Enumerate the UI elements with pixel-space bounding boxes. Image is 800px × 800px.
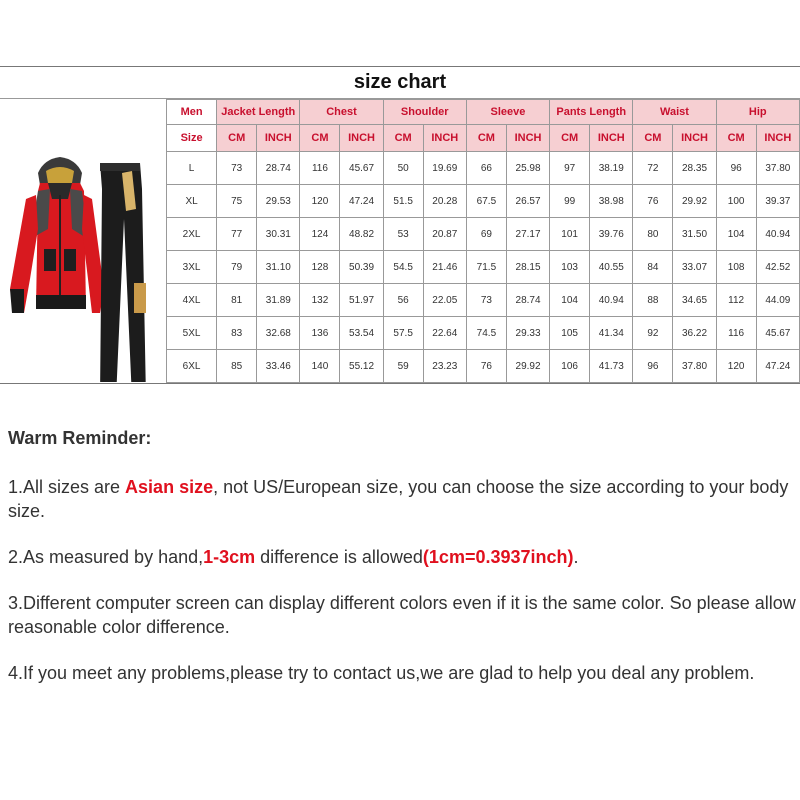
value-cell: 38.98	[590, 185, 633, 218]
value-cell: 51.97	[340, 284, 383, 317]
value-cell: 73	[217, 152, 257, 185]
value-cell: 106	[550, 350, 590, 383]
value-cell: 75	[217, 185, 257, 218]
value-cell: 29.33	[506, 317, 549, 350]
value-cell: 96	[716, 152, 756, 185]
value-cell: 41.34	[590, 317, 633, 350]
value-cell: 32.68	[257, 317, 300, 350]
value-cell: 31.10	[257, 251, 300, 284]
value-cell: 29.92	[673, 185, 716, 218]
size-cell: XL	[167, 185, 217, 218]
value-cell: 47.24	[756, 350, 799, 383]
unit-inch: INCH	[756, 125, 799, 152]
unit-cm: CM	[383, 125, 423, 152]
value-cell: 40.94	[756, 218, 799, 251]
value-cell: 76	[633, 185, 673, 218]
value-cell: 84	[633, 251, 673, 284]
value-cell: 136	[300, 317, 340, 350]
value-cell: 38.19	[590, 152, 633, 185]
value-cell: 120	[716, 350, 756, 383]
reminder-1-text-a: 1.All sizes are	[8, 477, 126, 497]
value-cell: 25.98	[506, 152, 549, 185]
value-cell: 105	[550, 317, 590, 350]
value-cell: 48.82	[340, 218, 383, 251]
header-group: Shoulder	[383, 100, 466, 125]
reminder-2-highlight-2: (1cm=0.3937inch)	[422, 547, 574, 567]
value-cell: 29.92	[506, 350, 549, 383]
value-cell: 40.55	[590, 251, 633, 284]
value-cell: 22.64	[423, 317, 466, 350]
value-cell: 37.80	[756, 152, 799, 185]
value-cell: 72	[633, 152, 673, 185]
value-cell: 26.57	[506, 185, 549, 218]
table-header-row	[167, 100, 800, 125]
value-cell: 101	[550, 218, 590, 251]
value-cell: 28.15	[506, 251, 549, 284]
value-cell: 99	[550, 185, 590, 218]
value-cell: 92	[633, 317, 673, 350]
table-row	[167, 185, 800, 218]
unit-inch: INCH	[257, 125, 300, 152]
value-cell: 124	[300, 218, 340, 251]
value-cell: 39.76	[590, 218, 633, 251]
header-group: Jacket Length	[217, 100, 300, 125]
unit-cm: CM	[466, 125, 506, 152]
table-row	[167, 284, 800, 317]
value-cell: 40.94	[590, 284, 633, 317]
table-unit-row	[167, 125, 800, 152]
unit-cm: CM	[300, 125, 340, 152]
value-cell: 79	[217, 251, 257, 284]
value-cell: 44.09	[756, 284, 799, 317]
reminder-item-3: 3.Different computer screen can display different colors even if it is the same color. So please allow reasonable color difference.	[8, 593, 796, 637]
unit-inch: INCH	[590, 125, 633, 152]
value-cell: 53.54	[340, 317, 383, 350]
value-cell: 27.17	[506, 218, 549, 251]
unit-inch: INCH	[340, 125, 383, 152]
header-men: Men	[167, 100, 217, 125]
value-cell: 96	[633, 350, 673, 383]
value-cell: 31.89	[257, 284, 300, 317]
chart-title: size chart	[0, 66, 800, 99]
table-row	[167, 218, 800, 251]
reminder-2-highlight-1: 1-3cm	[203, 547, 256, 567]
value-cell: 37.80	[673, 350, 716, 383]
header-group: Pants Length	[550, 100, 633, 125]
value-cell: 100	[716, 185, 756, 218]
value-cell: 54.5	[383, 251, 423, 284]
value-cell: 30.31	[257, 218, 300, 251]
value-cell: 140	[300, 350, 340, 383]
value-cell: 128	[300, 251, 340, 284]
value-cell: 22.05	[423, 284, 466, 317]
value-cell: 97	[550, 152, 590, 185]
value-cell: 104	[550, 284, 590, 317]
header-group: Chest	[300, 100, 383, 125]
value-cell: 112	[716, 284, 756, 317]
reminder-2-text-a: 2.As measured by hand,	[8, 547, 204, 567]
value-cell: 73	[466, 284, 506, 317]
size-cell: 3XL	[167, 251, 217, 284]
value-cell: 20.28	[423, 185, 466, 218]
value-cell: 31.50	[673, 218, 716, 251]
table-row	[167, 251, 800, 284]
reminder-1-text-b: , not US/European size, you can choose the size according to your body size.	[8, 477, 789, 521]
value-cell: 50	[383, 152, 423, 185]
reminder-item-1	[8, 475, 798, 523]
value-cell: 41.73	[590, 350, 633, 383]
value-cell: 88	[633, 284, 673, 317]
value-cell: 56	[383, 284, 423, 317]
value-cell: 19.69	[423, 152, 466, 185]
value-cell: 23.23	[423, 350, 466, 383]
unit-cm: CM	[217, 125, 257, 152]
value-cell: 66	[466, 152, 506, 185]
reminder-2-text-c: .	[573, 547, 579, 567]
value-cell: 83	[217, 317, 257, 350]
value-cell: 45.67	[340, 152, 383, 185]
value-cell: 28.35	[673, 152, 716, 185]
unit-cm: CM	[550, 125, 590, 152]
value-cell: 45.67	[756, 317, 799, 350]
value-cell: 71.5	[466, 251, 506, 284]
size-table	[166, 99, 800, 383]
header-group: Sleeve	[466, 100, 549, 125]
value-cell: 28.74	[257, 152, 300, 185]
header-group: Waist	[633, 100, 716, 125]
size-cell: L	[167, 152, 217, 185]
value-cell: 116	[716, 317, 756, 350]
unit-cm: CM	[716, 125, 756, 152]
header-size: Size	[167, 125, 217, 152]
size-cell: 6XL	[167, 350, 217, 383]
value-cell: 77	[217, 218, 257, 251]
reminder-item-2	[8, 545, 798, 569]
reminder-1-highlight: Asian size	[125, 477, 214, 497]
warm-reminder	[8, 428, 798, 707]
unit-inch: INCH	[423, 125, 466, 152]
value-cell: 120	[300, 185, 340, 218]
value-cell: 47.24	[340, 185, 383, 218]
value-cell: 67.5	[466, 185, 506, 218]
value-cell: 29.53	[257, 185, 300, 218]
value-cell: 33.46	[257, 350, 300, 383]
value-cell: 33.07	[673, 251, 716, 284]
table-row	[167, 317, 800, 350]
value-cell: 51.5	[383, 185, 423, 218]
value-cell: 76	[466, 350, 506, 383]
value-cell: 69	[466, 218, 506, 251]
unit-cm: CM	[633, 125, 673, 152]
value-cell: 20.87	[423, 218, 466, 251]
value-cell: 59	[383, 350, 423, 383]
value-cell: 36.22	[673, 317, 716, 350]
value-cell: 53	[383, 218, 423, 251]
jacket-and-pants-image	[0, 99, 166, 382]
value-cell: 57.5	[383, 317, 423, 350]
value-cell: 34.65	[673, 284, 716, 317]
value-cell: 39.37	[756, 185, 799, 218]
value-cell: 28.74	[506, 284, 549, 317]
value-cell: 55.12	[340, 350, 383, 383]
reminder-item-4: 4.If you meet any problems,please try to contact us,we are glad to help you deal any problem.	[8, 663, 755, 683]
value-cell: 80	[633, 218, 673, 251]
size-cell: 5XL	[167, 317, 217, 350]
value-cell: 74.5	[466, 317, 506, 350]
value-cell: 85	[217, 350, 257, 383]
value-cell: 42.52	[756, 251, 799, 284]
size-cell: 4XL	[167, 284, 217, 317]
size-cell: 2XL	[167, 218, 217, 251]
reminder-2-text-b: difference is allowed	[255, 547, 423, 567]
value-cell: 50.39	[340, 251, 383, 284]
value-cell: 81	[217, 284, 257, 317]
value-cell: 116	[300, 152, 340, 185]
table-row	[167, 152, 800, 185]
product-image	[0, 99, 167, 382]
table-row	[167, 350, 800, 383]
value-cell: 108	[716, 251, 756, 284]
unit-inch: INCH	[673, 125, 716, 152]
value-cell: 21.46	[423, 251, 466, 284]
value-cell: 104	[716, 218, 756, 251]
value-cell: 132	[300, 284, 340, 317]
unit-inch: INCH	[506, 125, 549, 152]
value-cell: 103	[550, 251, 590, 284]
header-group: Hip	[716, 100, 799, 125]
reminder-heading: Warm Reminder:	[8, 428, 152, 448]
